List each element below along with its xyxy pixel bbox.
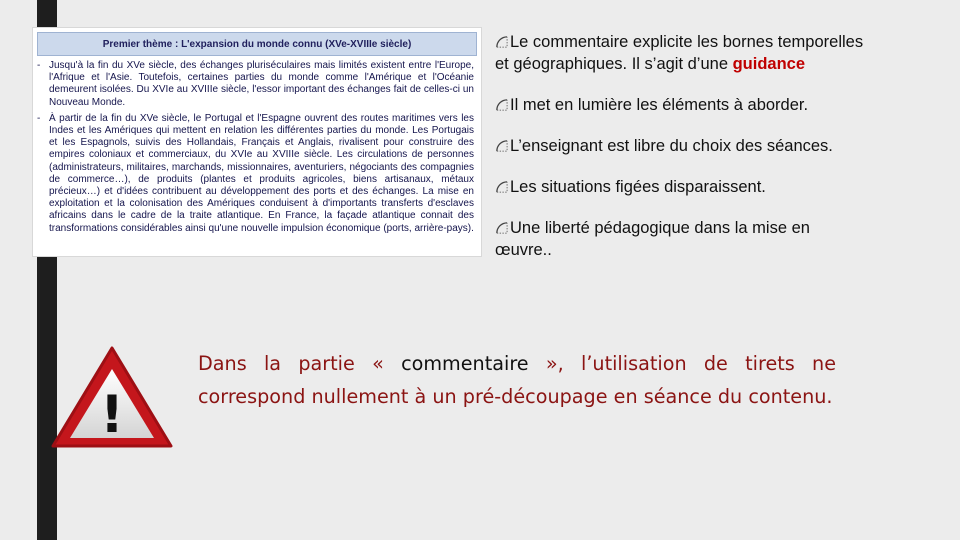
paragraph-text: À partir de la fin du XVe siècle, le Portugal et l'Espagne ouvrent des routes maritimes vers les Indes et les Amériques qui mettent en relation les différentes parties du monde. Les Portugais et les Espagnols, suivis des Hollandais, Français et Anglais, rivalisent pour construire des empires coloniaux et commerciaux, du XVIe au XVIIIe siècle. Les circulations de personnes (administrateurs, militaires, marchands, missionnaires, aventuriers, négociants des compagnies de commerce…), de produits (plantes et produits agricoles, biens artisanaux, métaux précieux…) et d'idées contribuent au développement des ports et des échanges. La mise en exploitation et la colonisation des Amériques conduisent à d'importants transferts d'esclaves africains dans le cadre de la traite atlantique. En France, la façade atlantique connait des transformations considérables ainsi qu'une nouvelle impulsion économique (ports, arrière-pays). xyxy=(49,112,474,234)
open-circle-bullet-icon xyxy=(495,98,508,111)
bullet-item xyxy=(495,217,865,261)
warning-triangle-icon xyxy=(48,342,176,452)
notice-before: Dans la partie « xyxy=(198,352,402,375)
bullet-text: Une liberté pédagogique dans la mise en œuvre.. xyxy=(495,219,810,259)
bullet-item xyxy=(495,135,865,157)
bullet-text: Le commentaire explicite les bornes temporelles et géographiques. Il s’agit d’une xyxy=(495,33,864,73)
paragraph-text: Jusqu'à la fin du XVe siècle, des échanges pluriséculaires mais limités existent entre l'Europe, l'Afrique et l'Asie. Toutefois, certaines parties du monde comme l'Amérique et l'Océanie demeurent isolées. Du XVIe au XVIIIe siècle, l'essor important des échanges fait de celles-ci un Nouveau Monde. xyxy=(49,60,474,108)
open-circle-bullet-icon xyxy=(495,180,508,193)
guidance-keyword: guidance xyxy=(732,55,806,73)
program-excerpt-header: Premier thème : L'expansion du monde connu (XVe-XVIIIe siècle) xyxy=(37,32,477,56)
bullet-item xyxy=(495,176,865,198)
program-excerpt-paragraph xyxy=(37,113,474,235)
dash-marker: - xyxy=(37,112,41,124)
program-excerpt-paragraph xyxy=(37,60,474,109)
bullet-text: L’enseignant est libre du choix des séances. xyxy=(510,137,833,155)
notice-text xyxy=(198,348,836,413)
program-excerpt-body xyxy=(37,60,474,239)
dash-marker: - xyxy=(37,60,41,71)
bullet-item xyxy=(495,94,865,116)
notice-after: », l’utilisation de tirets ne correspond nullement à un pré-découpage en séance du contenu. xyxy=(198,352,836,408)
bullet-item xyxy=(495,31,865,75)
exclamation-glyph: ! xyxy=(100,385,124,445)
open-circle-bullet-icon xyxy=(495,139,508,152)
bullet-list xyxy=(495,31,865,280)
bullet-text: Les situations figées disparaissent. xyxy=(510,178,766,196)
open-circle-bullet-icon xyxy=(495,221,508,234)
bullet-text: Il met en lumière les éléments à aborder. xyxy=(510,96,809,114)
open-circle-bullet-icon xyxy=(495,35,508,48)
program-excerpt-image xyxy=(33,28,481,256)
notice-keyword: commentaire xyxy=(401,352,529,375)
